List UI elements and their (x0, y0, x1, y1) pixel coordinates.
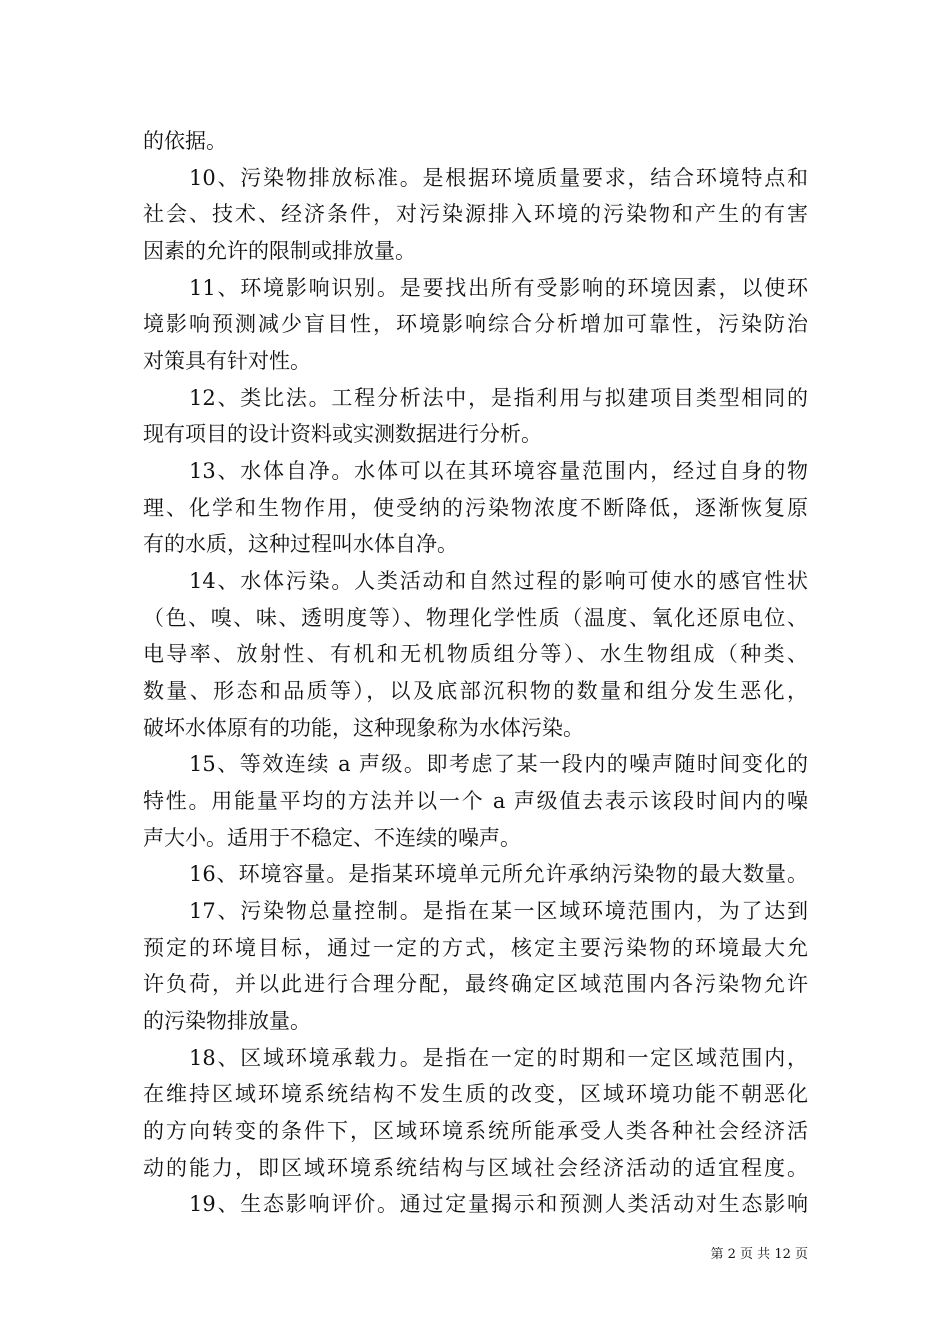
text-line: 动的能力，即区域环境系统结构与区域社会经济活动的适宜程度。 (143, 1156, 808, 1180)
text-line: 17、污染物总量控制。是指在某一区域环境范围内，为了达到 (189, 899, 808, 923)
text-line: 13、水体自净。水体可以在其环境容量范围内，经过自身的物 (189, 459, 808, 483)
text-line: 特性。用能量平均的方法并以一个 a 声级值去表示该段时间内的噪 (143, 789, 808, 813)
text-line: 在维持区域环境系统结构不发生质的改变，区域环境功能不朝恶化 (143, 1082, 808, 1106)
text-line: 15、等效连续 a 声级。即考虑了某一段内的噪声随时间变化的 (189, 752, 808, 776)
text-line: 16、环境容量。是指某环境单元所允许承纳污染物的最大数量。 (189, 862, 808, 886)
text-line: 数量、形态和品质等），以及底部沉积物的数量和组分发生恶化， (143, 679, 808, 703)
text-line: 的方向转变的条件下，区域环境系统所能承受人类各种社会经济活 (143, 1119, 808, 1143)
text-line: 10、污染物排放标准。是根据环境质量要求，结合环境特点和 (189, 166, 808, 190)
text-line: 的污染物排放量。 (143, 1009, 311, 1033)
text-line: 的依据。 (143, 129, 227, 153)
text-line: 因素的允许的限制或排放量。 (143, 239, 416, 263)
text-line: 有的水质，这种过程叫水体自净。 (143, 532, 458, 556)
text-line: 12、类比法。工程分析法中，是指利用与拟建项目类型相同的 (189, 386, 808, 410)
page-number: 第 2 页 共 12 页 (710, 1247, 808, 1262)
text-line: 社会、技术、经济条件，对污染源排入环境的污染物和产生的有害 (143, 202, 808, 226)
text-line: 声大小。适用于不稳定、不连续的噪声。 (143, 826, 521, 850)
text-line: 18、区域环境承载力。是指在一定的时期和一定区域范围内， (189, 1046, 808, 1070)
text-line: 许负荷，并以此进行合理分配，最终确定区域范围内各污染物允许 (143, 972, 808, 996)
text-line: 理、化学和生物作用，使受纳的污染物浓度不断降低，逐渐恢复原 (143, 496, 808, 520)
text-line: 预定的环境目标，通过一定的方式，核定主要污染物的环境最大允 (143, 936, 808, 960)
text-line: 电导率、放射性、有机和无机物质组分等）、水生物组成（种类、 (143, 642, 808, 666)
text-line: 对策具有针对性。 (143, 349, 311, 373)
text-line: 11、环境影响识别。是要找出所有受影响的环境因素，以使环 (189, 276, 808, 300)
text-line: 19、生态影响评价。通过定量揭示和预测人类活动对生态影响 (189, 1192, 808, 1216)
text-line: 境影响预测减少盲目性，环境影响综合分析增加可靠性，污染防治 (143, 312, 808, 336)
text-line: 现有项目的设计资料或实测数据进行分析。 (143, 422, 542, 446)
text-line: 破坏水体原有的功能，这种现象称为水体污染。 (143, 716, 584, 740)
text-line: （色、嗅、味、透明度等）、物理化学性质（温度、氧化还原电位、 (143, 606, 808, 630)
text-line: 14、水体污染。人类活动和自然过程的影响可使水的感官性状 (189, 569, 808, 593)
